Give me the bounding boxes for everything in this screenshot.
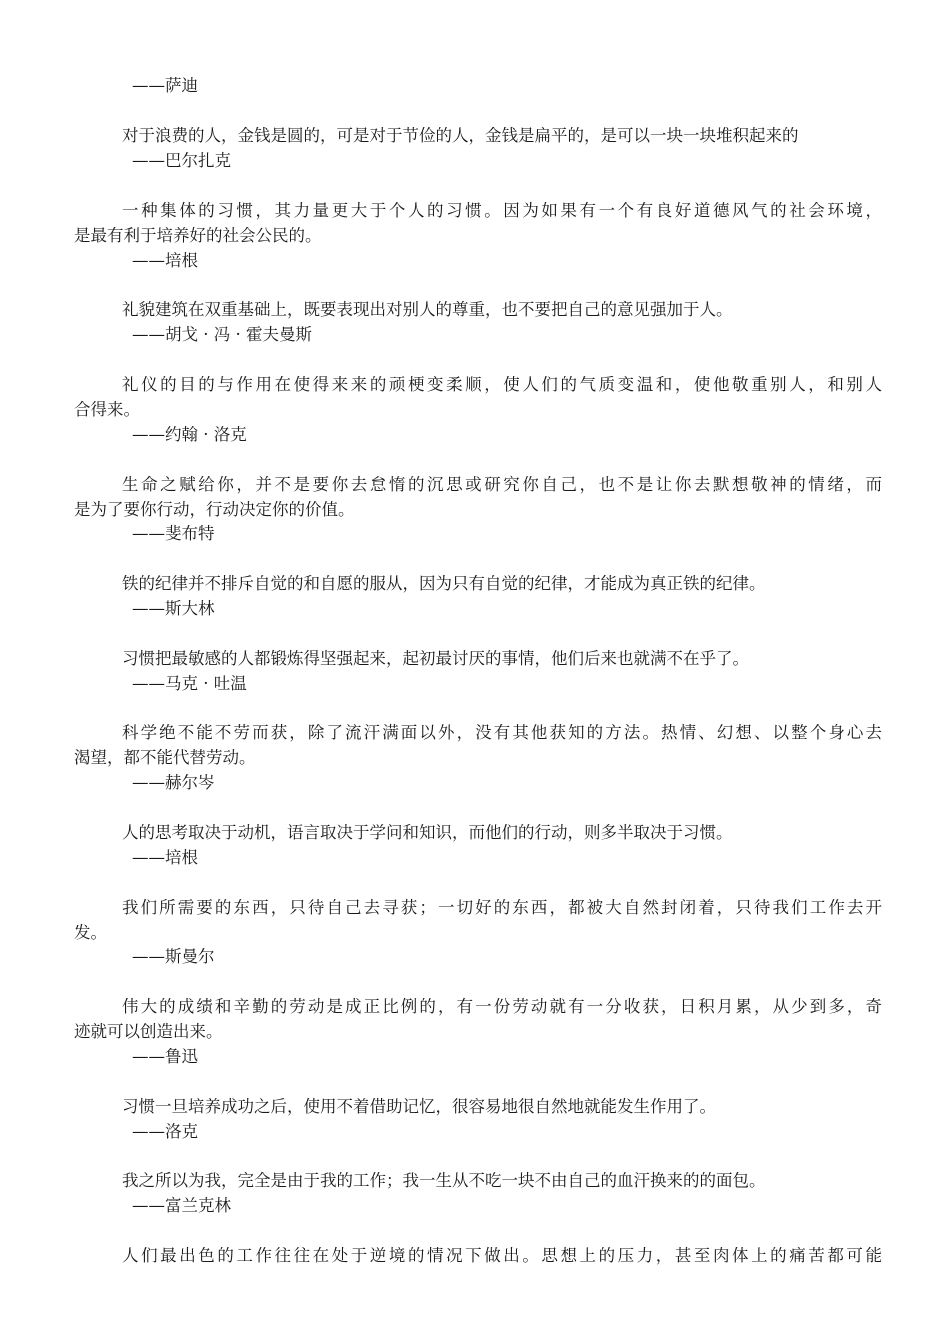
quote-line: 我之所以为我，完全是由于我的工作；我一生从不吃一块不由自己的血汗换来的的面包。 — [122, 1171, 766, 1190]
quote-line: 科学绝不能不劳而获，除了流汗满面以外，没有其他获知的方法。热情、幻想、以整个身心去 — [122, 723, 882, 742]
quote-line: 铁的纪律并不排斥自觉的和自愿的服从，因为只有自觉的纪律，才能成为真正铁的纪律。 — [122, 574, 766, 593]
quote-line: 对于浪费的人，金钱是圆的，可是对于节俭的人，金钱是扁平的，是可以一块一块堆积起来的 — [122, 126, 799, 145]
quote-author: ——斐布特 — [132, 524, 215, 543]
quote-line: 人们最出色的工作往往在处于逆境的情况下做出。思想上的压力，甚至肉体上的痛苦都可能 — [122, 1246, 882, 1265]
quote-author: ——胡戈 · 冯 · 霍夫曼斯 — [132, 325, 312, 344]
quote-line: 生命之赋给你，并不是要你去怠惰的沉思或研究你自己，也不是让你去默想敬神的情绪，而 — [122, 475, 882, 494]
quote-author: ——培根 — [132, 848, 198, 867]
quote-author: ——鲁迅 — [132, 1047, 198, 1066]
quote-line: 礼仪的目的与作用在使得来来的顽梗变柔顺，使人们的气质变温和，使他敬重别人，和别人 — [122, 375, 882, 394]
quote-line: 伟大的成绩和辛勤的劳动是成正比例的，有一份劳动就有一分收获，日积月累，从少到多，奇 — [122, 997, 882, 1016]
quote-line: 习惯把最敏感的人都锻炼得坚强起来，起初最讨厌的事情，他们后来也就满不在乎了。 — [122, 649, 749, 668]
quote-author: ——洛克 — [132, 1122, 198, 1141]
quote-line: 迹就可以创造出来。 — [74, 1022, 223, 1041]
quote-author: ——富兰克林 — [132, 1196, 231, 1215]
quote-author: ——马克 · 吐温 — [132, 674, 247, 693]
quote-line: 我们所需要的东西，只待自己去寻获；一切好的东西，都被大自然封闭着，只待我们工作去开 — [122, 898, 882, 917]
quote-author: ——巴尔扎克 — [132, 151, 231, 170]
quote-line: 一种集体的习惯，其力量更大于个人的习惯。因为如果有一个有良好道德风气的社会环境， — [122, 201, 882, 220]
quote-line: 习惯一旦培养成功之后，使用不着借助记忆，很容易地很自然地就能发生作用了。 — [122, 1097, 716, 1116]
quote-line: 发。 — [74, 923, 107, 942]
quote-author: ——斯大林 — [132, 599, 215, 618]
quote-line: 是为了要你行动，行动决定你的价值。 — [74, 500, 355, 519]
quote-line: 是最有利于培养好的社会公民的。 — [74, 226, 322, 245]
quote-author: ——培根 — [132, 251, 198, 270]
quote-author: ——约翰 · 洛克 — [132, 425, 247, 444]
quote-author: ——斯曼尔 — [132, 947, 215, 966]
quote-line: 人的思考取决于动机，语言取决于学问和知识，而他们的行动，则多半取决于习惯。 — [122, 823, 733, 842]
quote-line: 渴望，都不能代替劳动。 — [74, 748, 256, 767]
quote-author: ——赫尔岑 — [132, 773, 215, 792]
quote-line: 合得来。 — [74, 400, 140, 419]
quote-line: 礼貌建筑在双重基础上，既要表现出对别人的尊重，也不要把自己的意见强加于人。 — [122, 300, 733, 319]
quote-author: ——萨迪 — [132, 76, 198, 95]
